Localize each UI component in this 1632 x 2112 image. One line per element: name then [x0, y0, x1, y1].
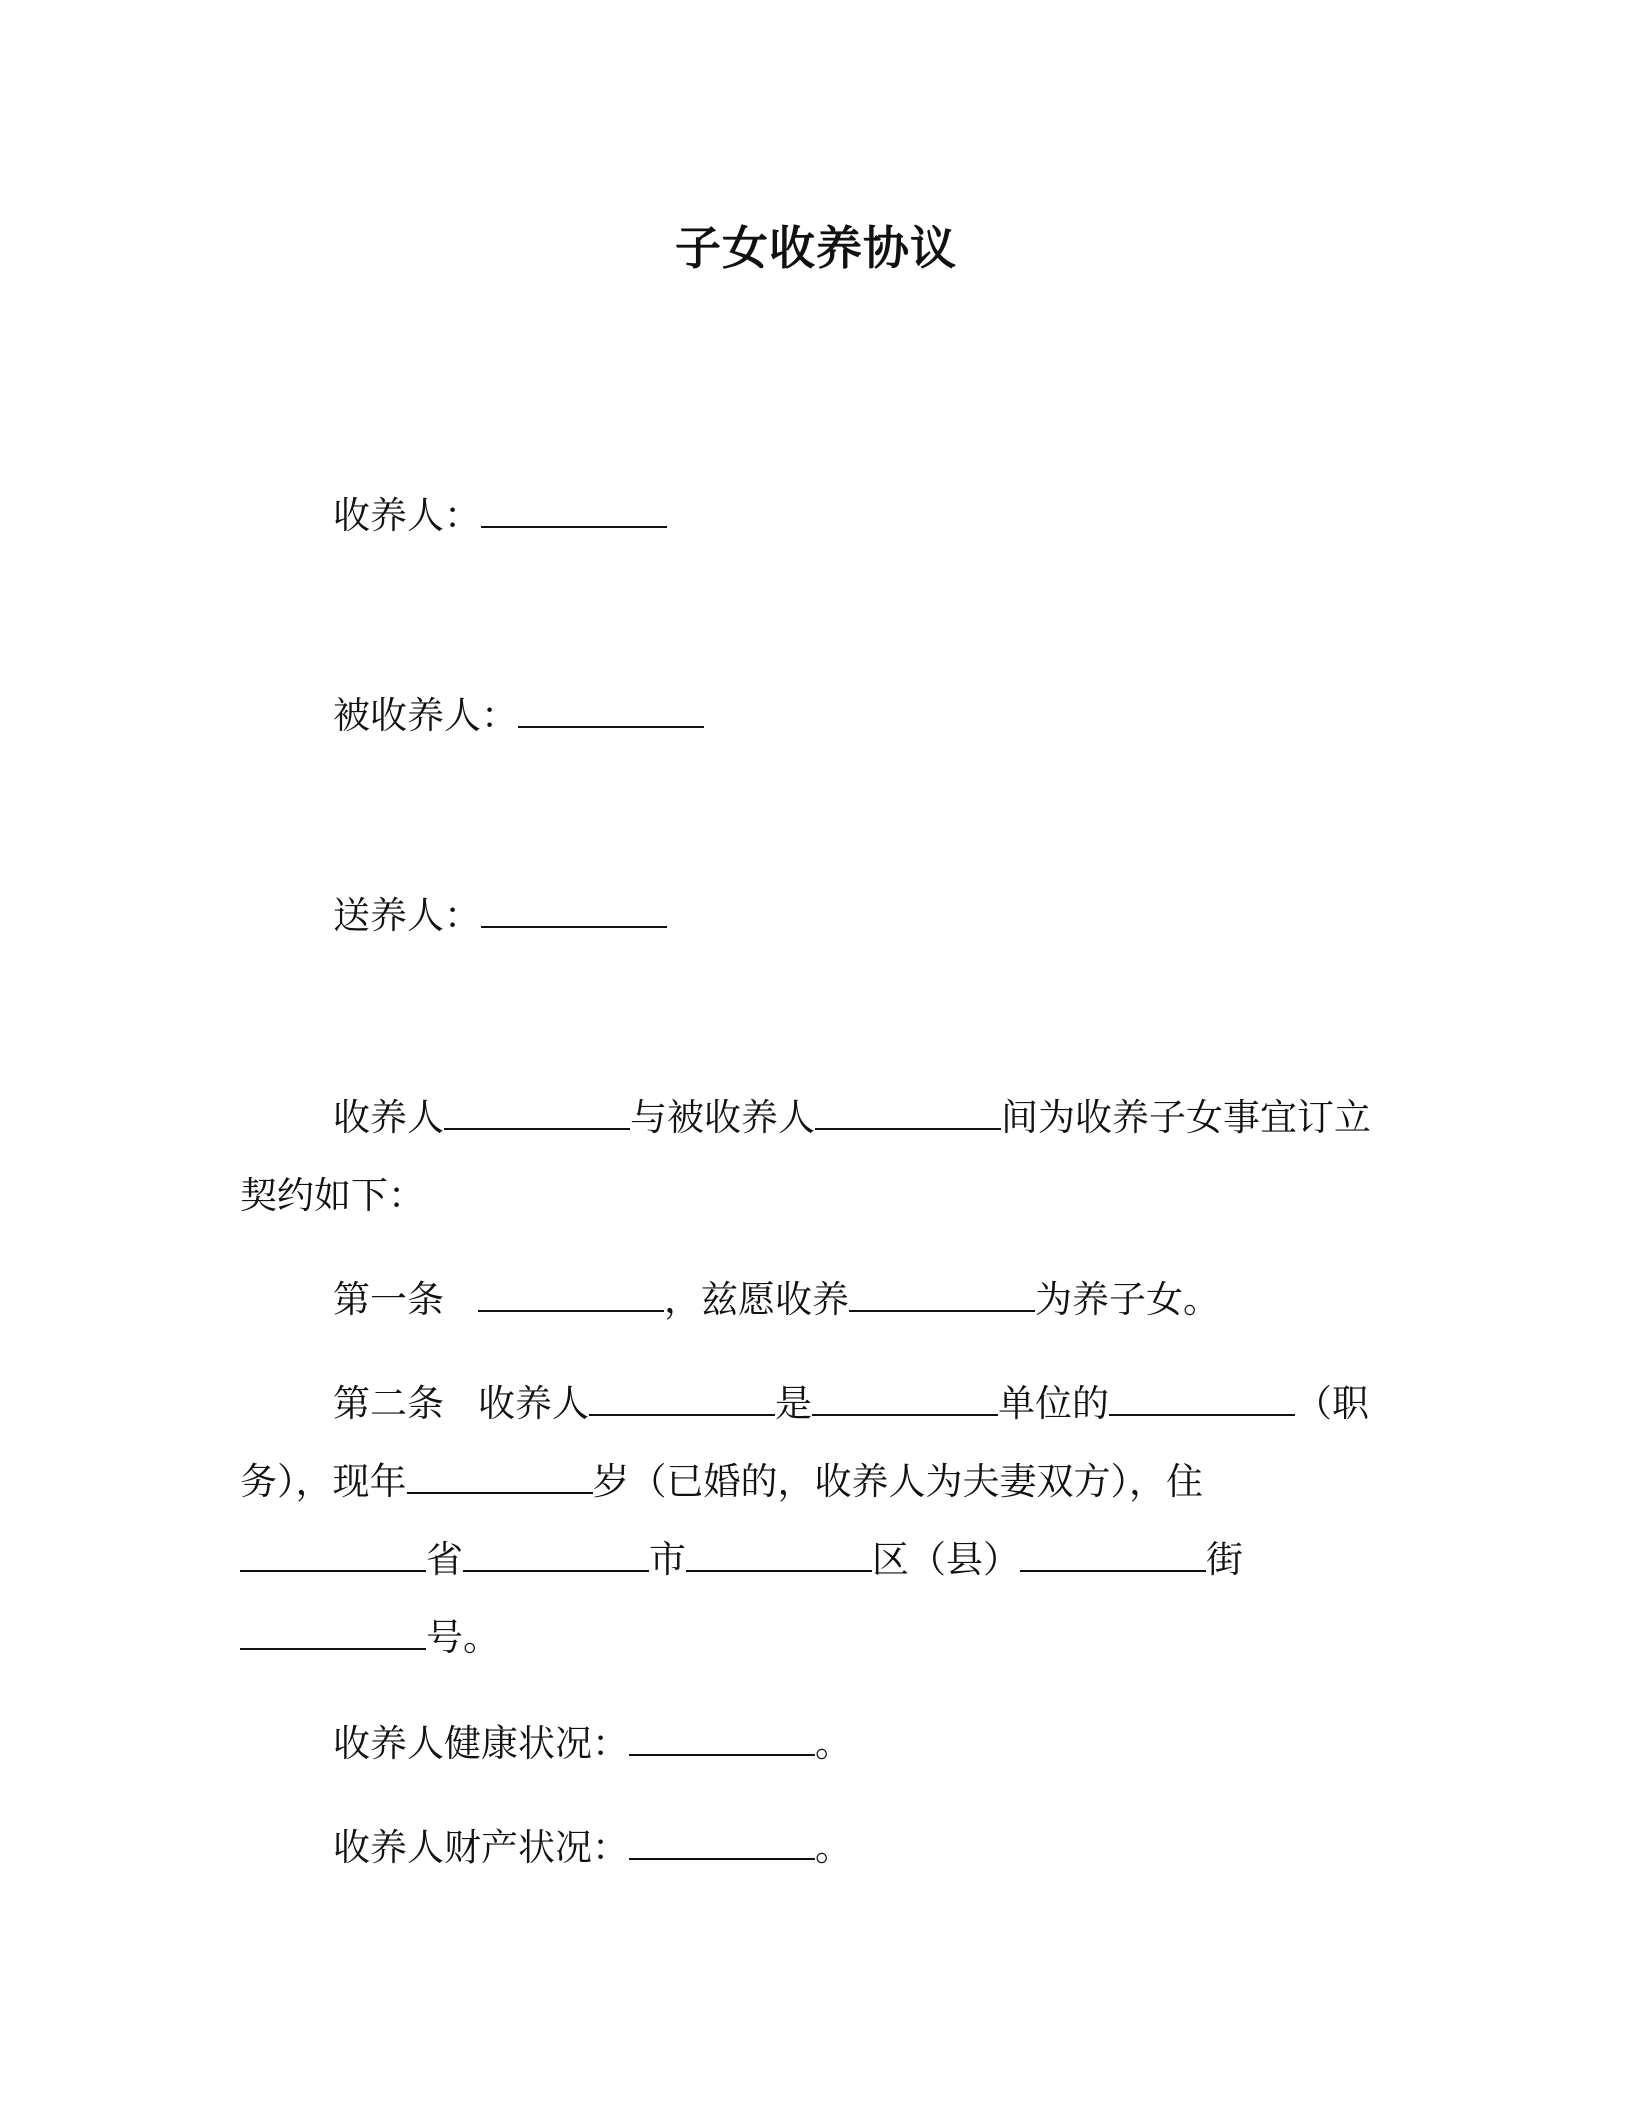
article-text: 岁（已婚的，收养人为夫妻双方），住 — [592, 1460, 1203, 1503]
article-text: 街 — [1206, 1538, 1243, 1581]
article-blank — [1020, 1540, 1206, 1572]
article-text: 务），现年 — [240, 1460, 407, 1503]
placer-field — [333, 892, 667, 940]
article-2-line-1 — [333, 1380, 1369, 1428]
property-label: 收养人财产状况： — [333, 1826, 629, 1869]
article-text: ，兹愿收养 — [664, 1278, 849, 1321]
health-field — [333, 1720, 852, 1768]
article-text: 省 — [426, 1538, 463, 1581]
property-field — [333, 1824, 852, 1872]
article-1 — [333, 1276, 1220, 1324]
intro-blank — [815, 1098, 1001, 1130]
intro-line-2 — [240, 1172, 425, 1220]
article-blank — [463, 1540, 649, 1572]
intro-blank — [444, 1098, 630, 1130]
article-2-heading: 第二条 — [333, 1382, 444, 1425]
document-title: 子女收养协议 — [675, 221, 957, 275]
article-1-heading: 第一条 — [333, 1278, 444, 1321]
adopter-blank — [481, 496, 667, 528]
article-2-line-4 — [240, 1614, 500, 1662]
article-text: 是 — [775, 1382, 812, 1425]
article-blank — [849, 1280, 1035, 1312]
health-end: 。 — [815, 1722, 852, 1765]
health-label: 收养人健康状况： — [333, 1722, 629, 1765]
article-text: 收养人 — [478, 1382, 589, 1425]
article-2-line-3 — [240, 1536, 1243, 1584]
article-blank — [812, 1384, 998, 1416]
article-blank — [240, 1618, 426, 1650]
article-blank — [240, 1540, 426, 1572]
placer-blank — [481, 896, 667, 928]
placer-label: 送养人： — [333, 894, 481, 937]
article-text: （职 — [1295, 1382, 1369, 1425]
adopter-field — [333, 492, 667, 540]
intro-text: 与被收养人 — [630, 1096, 815, 1139]
adoptee-blank — [518, 696, 704, 728]
adopter-label: 收养人： — [333, 494, 481, 537]
intro-line-1 — [333, 1094, 1371, 1142]
article-text: 号。 — [426, 1616, 500, 1659]
intro-text: 契约如下： — [240, 1174, 425, 1217]
article-blank — [478, 1280, 664, 1312]
property-blank — [629, 1828, 815, 1860]
article-text: 区（县） — [872, 1538, 1020, 1581]
article-blank — [1109, 1384, 1295, 1416]
article-text: 为养子女。 — [1035, 1278, 1220, 1321]
article-text: 市 — [649, 1538, 686, 1581]
article-blank — [686, 1540, 872, 1572]
article-blank — [407, 1462, 593, 1494]
article-2-line-2 — [240, 1458, 1203, 1506]
intro-text: 间为收养子女事宜订立 — [1001, 1096, 1371, 1139]
adoptee-label: 被收养人： — [333, 694, 518, 737]
health-blank — [629, 1724, 815, 1756]
article-blank — [589, 1384, 775, 1416]
adoptee-field — [333, 692, 704, 740]
intro-text: 收养人 — [333, 1096, 444, 1139]
article-text: 单位的 — [998, 1382, 1109, 1425]
property-end: 。 — [815, 1826, 852, 1869]
